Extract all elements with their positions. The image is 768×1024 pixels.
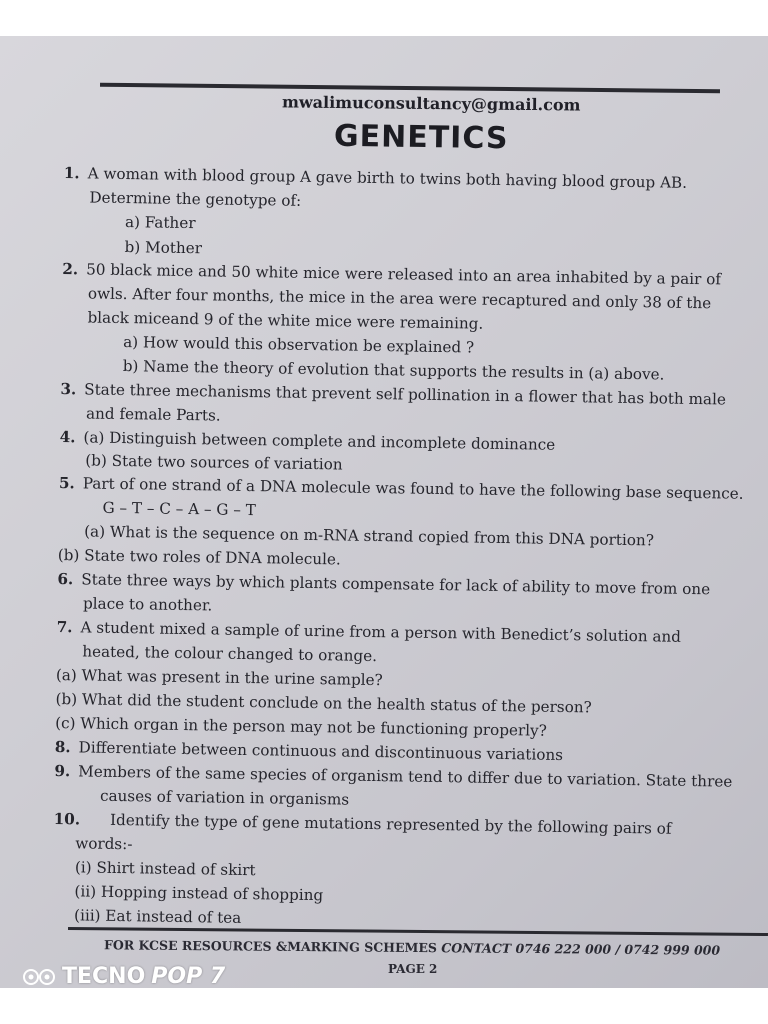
question-text: b) Name the theory of evolution that supports the results in (a) above. [122,357,665,384]
question-number: 8. [54,737,71,757]
footer-contact: CONTACT 0746 222 000 / 0742 999 000 [441,940,721,958]
question-subline [75,858,256,879]
question-text: (b) State two roles of DNA molecule. [57,546,341,569]
question-subline [83,594,213,614]
question-subline [89,188,301,209]
watermark-brand: TECNO [62,964,146,989]
question-number: 3. [60,380,77,399]
question-subline [100,787,349,809]
question-subline [85,451,343,473]
question-text: causes of variation in organisms [99,786,350,809]
question-number: 1. [63,164,80,183]
camera-watermark [22,964,225,989]
question-line [64,164,687,192]
question-subline [58,546,341,568]
question-subline [55,714,547,740]
question-text: A student mixed a sample of urine from a person with Benedict’s solution and [80,618,682,646]
header-email: mwalimuconsultancy@gmail.com [281,92,581,115]
question-subline [123,357,665,384]
question-text: (a) What was present in the urine sample? [55,666,383,690]
question-subline [102,499,256,519]
page-title: GENETICS [333,118,509,157]
question-text: owls. After four months, the mice in the area were recaptured and only 38 of the [87,284,712,313]
question-line [60,380,726,408]
page-number: PAGE 2 [388,962,438,976]
question-text: Determine the genotype of: [89,188,302,210]
question-text: (a) Distinguish between complete and incomplete dominance [83,428,556,454]
question-line [54,762,732,791]
bottom-rule [68,927,768,936]
question-text: (c) Which organ in the person may not be functioning properly? [55,713,547,740]
footer-resources: FOR KCSE RESOURCES &MARKING SCHEMES [103,937,438,956]
question-subline [56,666,383,689]
question-text: Part of one strand of a DNA molecule was found to have the following base sequence. [82,474,744,503]
question-text: black miceand 9 of the white mice were remaining. [87,308,484,333]
question-subline [84,522,654,549]
document-photo [0,36,768,988]
question-text: words:- [75,834,133,854]
question-number: 10. [53,809,81,829]
question-subline [74,882,323,904]
question-line [60,428,556,454]
question-line [57,618,682,646]
question-line [59,474,744,503]
question-line [57,570,710,598]
question-text: (ii) Hopping instead of shopping [74,882,324,905]
question-subline [86,404,221,424]
question-subline [125,213,196,232]
question-text: (i) Shirt instead of skirt [74,858,256,880]
question-subline [87,308,483,332]
question-text: place to another. [82,594,213,615]
question-subline [75,834,132,853]
question-text: a) How would this observation be explained ? [123,333,475,357]
question-number: 5. [58,474,75,493]
question-line [54,810,672,838]
question-text: State three mechanisms that prevent self pollination in a flower that has both male [84,380,727,409]
footer [104,937,720,957]
question-line [62,260,721,288]
question-text: heated, the colour changed to orange. [82,642,378,666]
question-text: G – T – C – A – G – T [102,498,257,520]
question-number: 2. [62,260,79,279]
question-text: A woman with blood group A gave birth to twins both having blood group AB. [87,164,688,192]
question-subline [88,284,712,312]
question-subline [74,906,241,927]
question-text: State three ways by which plants compensate for lack of ability to move from one [81,570,711,599]
question-text: (a) What is the sequence on m-RNA strand copied from this DNA portion? [84,522,655,550]
questions-body [53,160,768,927]
question-text: and female Parts. [85,404,221,425]
question-text: 50 black mice and 50 white mice were released into an area inhabited by a pair of [86,260,722,289]
question-subline [124,238,202,257]
question-number: 6. [57,570,74,589]
question-number: 4. [59,428,76,447]
question-text: (iii) Eat instead of tea [73,906,242,927]
question-subline [82,642,377,665]
question-text: Identify the type of gene mutations represented by the following pairs of [109,810,672,838]
question-number: 7. [56,618,73,637]
watermark-model: POP 7 [151,964,226,989]
top-rule [100,83,720,93]
dual-camera-icon [22,967,56,987]
question-text: (b) What did the student conclude on the health status of the person? [55,689,592,717]
question-number: 9. [54,761,71,781]
question-text: Differentiate between continuous and discontinuous variations [78,738,564,764]
question-subline [55,690,591,716]
question-subline [123,333,474,357]
question-text: b) Mother [124,238,203,258]
question-text: Members of the same species of organism tend to differ due to variation. State three [78,762,733,791]
question-line [55,738,564,764]
question-text: a) Father [124,213,196,233]
question-text: (b) State two sources of variation [85,451,343,474]
